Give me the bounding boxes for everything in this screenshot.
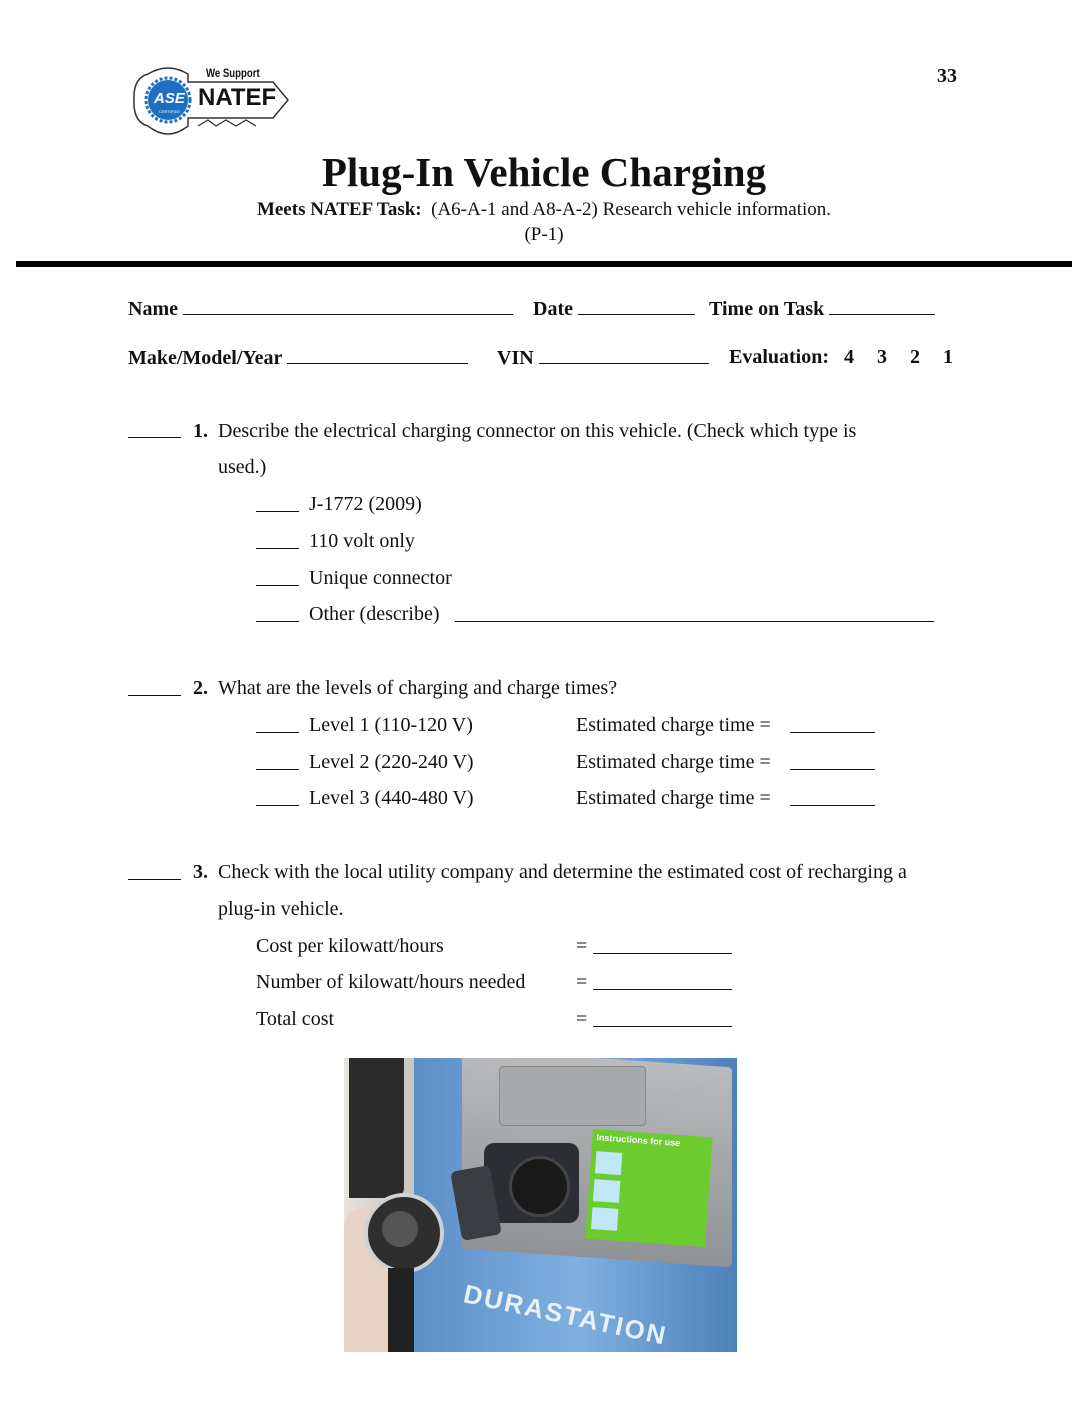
evaluation-field [729, 345, 953, 369]
eval-score-4[interactable]: 4 [844, 346, 855, 368]
q1-option-checkbox[interactable] [256, 585, 299, 586]
q2-score-blank[interactable] [128, 695, 181, 696]
header-divider [16, 261, 1072, 267]
q2-level-label: Level 3 (440-480 V) [309, 787, 474, 809]
q1-option-checkbox[interactable] [256, 548, 299, 549]
name-field[interactable] [128, 296, 513, 321]
q1-other-describe-blank[interactable] [455, 621, 934, 622]
natef-logo [128, 62, 290, 144]
task-text: (A6-A-1 and A8-A-2) Research vehicle information. [431, 199, 832, 220]
q1-text-cont: used.) [218, 456, 267, 478]
q3-row-label: Cost per kilowatt/hours [256, 935, 444, 957]
eval-score-2[interactable]: 2 [910, 346, 921, 368]
q3-row-blank[interactable] [593, 1026, 732, 1027]
date-label: Date [533, 298, 573, 320]
ase-badge-text: ASE [154, 90, 185, 107]
q3-row-label: Number of kilowatt/hours needed [256, 971, 526, 993]
q2-level-checkbox[interactable] [256, 769, 299, 770]
date-field[interactable] [533, 296, 695, 321]
q2-text: What are the levels of charging and charge times? [218, 677, 618, 699]
logo-top-text: We Support [206, 66, 260, 80]
q1-option-label: 110 volt only [309, 530, 415, 552]
q3-text: Check with the local utility company and determine the estimated cost of recharging a [218, 861, 907, 883]
eval-score-3[interactable]: 3 [877, 346, 888, 368]
time-on-task-label: Time on Task [709, 298, 825, 320]
q2-time-blank[interactable] [790, 769, 875, 770]
vin-field[interactable] [497, 345, 709, 370]
q3-row-eq: = [576, 1008, 588, 1030]
name-label: Name [128, 298, 178, 320]
station-brand-text: DURASTATION [460, 1278, 671, 1351]
priority-label: (P-1) [524, 224, 564, 245]
make-model-year-label: Make/Model/Year [128, 347, 283, 369]
time-on-task-field[interactable] [709, 296, 935, 321]
q2-level-label: Level 1 (110-120 V) [309, 714, 473, 736]
q1-option-label: J-1772 (2009) [309, 493, 422, 515]
q2-number: 2. [193, 677, 208, 699]
page-number: 33 [937, 65, 957, 87]
q2-time-label: Estimated charge time = [576, 714, 771, 736]
q1-option-label: Unique connector [309, 567, 452, 589]
q3-score-blank[interactable] [128, 879, 181, 880]
q2-time-label: Estimated charge time = [576, 787, 771, 809]
sticker-title: Instructions for use [596, 1132, 681, 1149]
logo-main-text: NATEF [198, 84, 277, 111]
q1-score-blank[interactable] [128, 437, 181, 438]
q2-time-blank[interactable] [790, 805, 875, 806]
q1-number: 1. [193, 420, 208, 442]
q3-row-blank[interactable] [593, 953, 732, 954]
q1-option-label: Other (describe) [309, 603, 440, 625]
make-model-year-field[interactable] [128, 345, 468, 370]
q3-text-cont: plug-in vehicle. [218, 898, 344, 920]
q2-time-label: Estimated charge time = [576, 751, 771, 773]
q2-level-checkbox[interactable] [256, 805, 299, 806]
q3-row-eq: = [576, 935, 588, 957]
q3-row-blank[interactable] [593, 989, 732, 990]
ase-badge-sub: CERTIFIED [159, 109, 181, 114]
q3-row-eq: = [576, 971, 588, 993]
q1-option-checkbox[interactable] [256, 621, 299, 622]
q3-number: 3. [193, 861, 208, 883]
task-line [0, 198, 1088, 222]
eval-score-1[interactable]: 1 [943, 346, 954, 368]
q2-level-label: Level 2 (220-240 V) [309, 751, 474, 773]
vin-label: VIN [497, 347, 534, 369]
q2-level-checkbox[interactable] [256, 732, 299, 733]
charging-station-photo [344, 1058, 737, 1352]
task-label: Meets NATEF Task: [256, 199, 422, 220]
evaluation-label: Evaluation: [729, 346, 830, 368]
q1-text: Describe the electrical charging connector on this vehicle. (Check which type is [218, 420, 857, 442]
page-title: Plug-In Vehicle Charging [321, 149, 767, 195]
q2-time-blank[interactable] [790, 732, 875, 733]
q3-row-label: Total cost [256, 1008, 335, 1030]
q1-option-checkbox[interactable] [256, 511, 299, 512]
